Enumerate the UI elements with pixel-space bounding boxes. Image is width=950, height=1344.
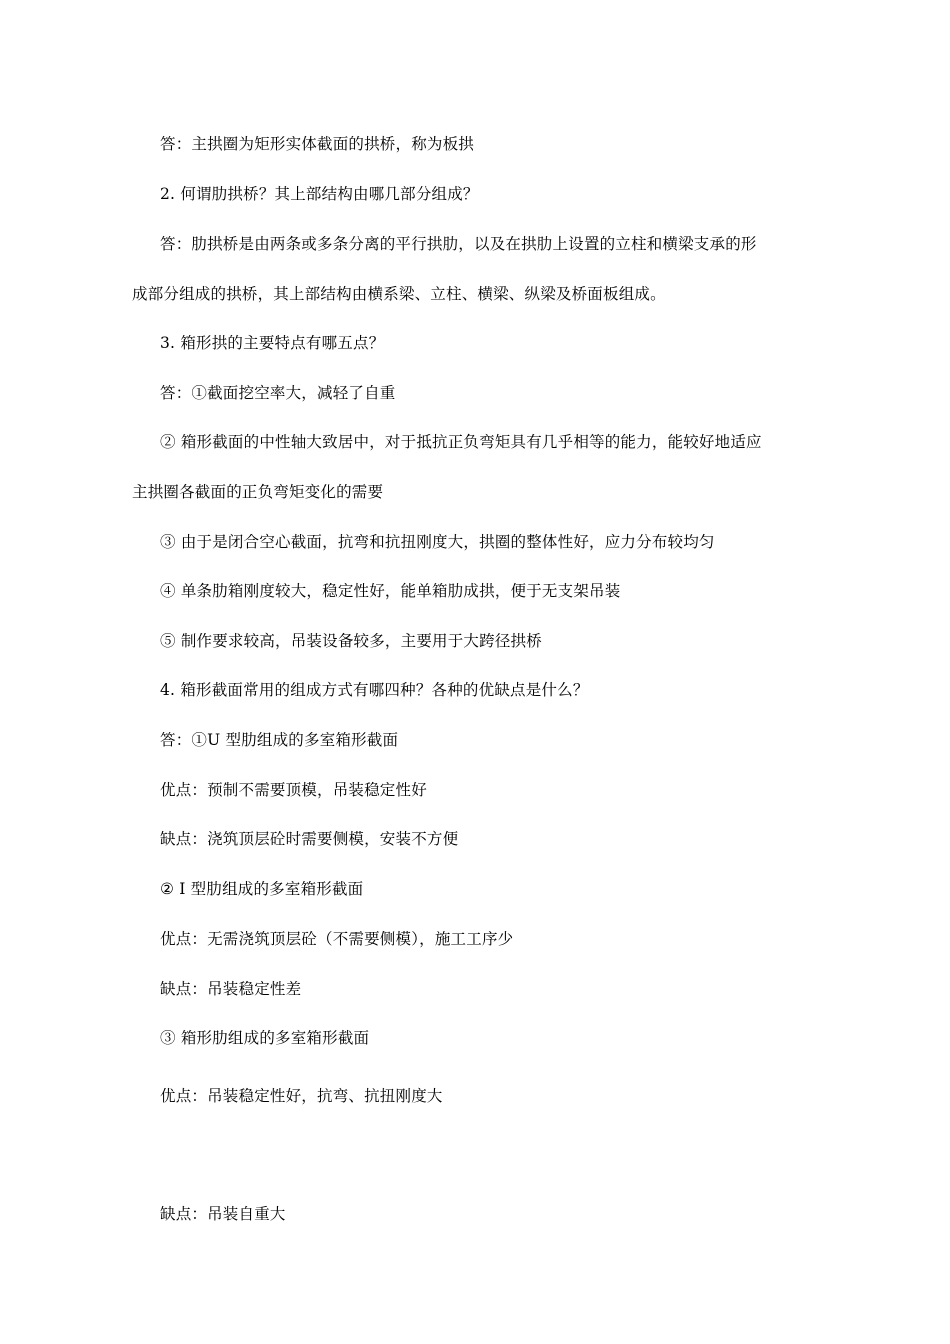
answer-4-type-2-pros: 优点：无需浇筑顶层砼（不需要侧模），施工工序少	[160, 930, 514, 948]
answer-1-text: 答：主拱圈为矩形实体截面的拱桥，称为板拱	[160, 135, 475, 153]
answer-2-text-line-2: 成部分组成的拱桥，其上部结构由横系梁、立柱、横梁、纵梁及桥面板组成。	[132, 285, 666, 303]
answer-4-type-2-cons: 缺点：吊装稳定性差	[160, 980, 302, 998]
answer-4-type-2: ② I 型肋组成的多室箱形截面	[160, 880, 364, 898]
answer-3-point-1: 答：①截面挖空率大，减轻了自重	[160, 384, 396, 402]
answer-2-text-line-1: 答：肋拱桥是由两条或多条分离的平行拱肋，以及在拱肋上设置的立柱和横梁支承的形	[160, 235, 757, 253]
answer-4-type-3: ③ 箱形肋组成的多室箱形截面	[160, 1029, 370, 1047]
answer-3-point-2-line-1: ② 箱形截面的中性轴大致居中，对于抵抗正负弯矩具有几乎相等的能力，能较好地适应	[160, 433, 762, 451]
answer-4-type-1: 答：①U 型肋组成的多室箱形截面	[160, 731, 399, 749]
answer-3-point-2-line-2: 主拱圈各截面的正负弯矩变化的需要	[132, 483, 384, 501]
question-4-text: 4. 箱形截面常用的组成方式有哪四种？各种的优缺点是什么？	[160, 681, 589, 699]
answer-3-point-4: ④ 单条肋箱刚度较大，稳定性好，能单箱肋成拱，便于无支架吊装	[160, 582, 621, 600]
answer-4-type-3-cons: 缺点：吊装自重大	[160, 1205, 286, 1223]
answer-3-point-5: ⑤ 制作要求较高，吊装设备较多，主要用于大跨径拱桥	[160, 632, 542, 650]
answer-4-type-1-pros: 优点：预制不需要顶模，吊装稳定性好	[160, 781, 427, 799]
answer-4-type-3-pros: 优点：吊装稳定性好，抗弯、抗扭刚度大	[160, 1087, 443, 1105]
question-2-text: 2. 何谓肋拱桥？其上部结构由哪几部分组成？	[160, 185, 479, 203]
answer-3-point-3: ③ 由于是闭合空心截面，抗弯和抗扭刚度大，拱圈的整体性好，应力分布较均匀	[160, 533, 715, 551]
answer-4-type-1-cons: 缺点：浇筑顶层砼时需要侧模，安装不方便	[160, 830, 459, 848]
question-3-text: 3. 箱形拱的主要特点有哪五点？	[160, 334, 385, 352]
